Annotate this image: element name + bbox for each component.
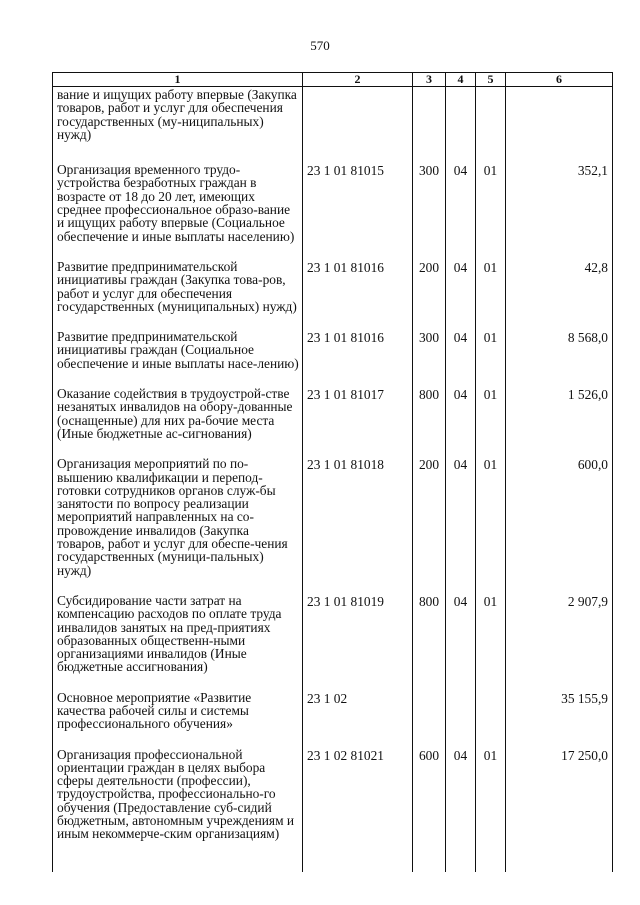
table-row xyxy=(53,690,613,747)
row-col3 xyxy=(413,690,446,747)
table-row xyxy=(53,162,613,259)
row-amount: 17 250,0 xyxy=(506,747,613,872)
header-row xyxy=(53,73,613,87)
budget-table xyxy=(52,72,613,872)
table-row xyxy=(53,329,613,386)
row-code: 23 1 02 xyxy=(303,690,413,747)
row-name: Оказание содействия в трудоустрой-стве незанятых инвалидов на обору-дованные (оснащенные) для них ра-бочие места (Иные бюджетные ас-сигнования) xyxy=(53,386,303,456)
header-col-2: 2 xyxy=(303,73,413,87)
row-name: Организация мероприятий по по-вышению квалификации и перепод-готовки сотрудников органов служ-бы занятости по вопросу реализации мероприятий направленных на со-провождение инвалидов (Закупка товаров, работ и услуг для обеспе-чения государственных (муници-пальных) нужд) xyxy=(53,456,303,593)
table-row xyxy=(53,747,613,872)
row-amount: 1 526,0 xyxy=(506,386,613,456)
header-col-3: 3 xyxy=(413,73,446,87)
row-col3: 600 xyxy=(413,747,446,872)
row-col5: 01 xyxy=(476,386,506,456)
row-amount: 2 907,9 xyxy=(506,593,613,690)
row-amount: 42,8 xyxy=(506,259,613,329)
row-col5 xyxy=(476,690,506,747)
row-col5 xyxy=(476,87,506,163)
row-name: Развитие предпринимательской инициативы граждан (Закупка това-ров, работ и услуг для обеспечения государственных (муниципальных) нужд) xyxy=(53,259,303,329)
row-col4: 04 xyxy=(446,386,476,456)
row-col3: 300 xyxy=(413,329,446,386)
row-code: 23 1 01 81016 xyxy=(303,259,413,329)
table-row xyxy=(53,593,613,690)
row-col3: 300 xyxy=(413,162,446,259)
row-col5: 01 xyxy=(476,593,506,690)
row-name: Основное мероприятие «Развитие качества рабочей силы и системы профессионального обучения» xyxy=(53,690,303,747)
row-col3 xyxy=(413,87,446,163)
row-name: Развитие предпринимательской инициативы граждан (Социальное обеспечение и иные выплаты насе-лению) xyxy=(53,329,303,386)
row-amount: 8 568,0 xyxy=(506,329,613,386)
row-col4: 04 xyxy=(446,456,476,593)
table-row xyxy=(53,456,613,593)
table-row xyxy=(53,386,613,456)
row-col4: 04 xyxy=(446,329,476,386)
row-col3: 800 xyxy=(413,593,446,690)
row-col3: 200 xyxy=(413,456,446,593)
row-col4: 04 xyxy=(446,747,476,872)
row-col5: 01 xyxy=(476,329,506,386)
header-col-5: 5 xyxy=(476,73,506,87)
row-amount: 352,1 xyxy=(506,162,613,259)
row-col4 xyxy=(446,87,476,163)
row-col5: 01 xyxy=(476,259,506,329)
row-col5: 01 xyxy=(476,747,506,872)
row-amount: 35 155,9 xyxy=(506,690,613,747)
header-col-6: 6 xyxy=(506,73,613,87)
page-number: 570 xyxy=(310,38,330,53)
row-code: 23 1 01 81015 xyxy=(303,162,413,259)
header-col-1: 1 xyxy=(53,73,303,87)
table-row xyxy=(53,259,613,329)
row-code: 23 1 01 81017 xyxy=(303,386,413,456)
row-name: Организация профессиональной ориентации граждан в целях выбора сферы деятельности (профессии), трудоустройства, профессионально-го обучения (Предоставление суб-сидий бюджетным, автономным учреждениям и иным некоммерче-ским организациям) xyxy=(53,747,303,872)
row-code: 23 1 01 81016 xyxy=(303,329,413,386)
row-col4 xyxy=(446,690,476,747)
header-col-4: 4 xyxy=(446,73,476,87)
row-col5: 01 xyxy=(476,456,506,593)
row-name: Организация временного трудо-устройства безработных граждан в возрасте от 18 до 20 лет, имеющих среднее профессиональное образо-вание и ищущих работу впервые (Социальное обеспечение и иные выплаты населению) xyxy=(53,162,303,259)
table-row xyxy=(53,87,613,163)
row-col4: 04 xyxy=(446,593,476,690)
row-name: вание и ищущих работу впервые (Закупка товаров, работ и услуг для обеспечения государственных (му-ниципальных) нужд) xyxy=(53,87,303,163)
row-amount: 600,0 xyxy=(506,456,613,593)
row-name: Субсидирование части затрат на компенсацию расходов по оплате труда инвалидов занятых на пред-приятиях образованных общественн-ными организациями инвалидов (Иные бюджетные ассигнования) xyxy=(53,593,303,690)
row-col4: 04 xyxy=(446,259,476,329)
row-col4: 04 xyxy=(446,162,476,259)
row-code: 23 1 01 81018 xyxy=(303,456,413,593)
row-col3: 800 xyxy=(413,386,446,456)
row-code: 23 1 01 81019 xyxy=(303,593,413,690)
row-col5: 01 xyxy=(476,162,506,259)
row-code: 23 1 02 81021 xyxy=(303,747,413,872)
row-code xyxy=(303,87,413,163)
row-col3: 200 xyxy=(413,259,446,329)
row-amount xyxy=(506,87,613,163)
